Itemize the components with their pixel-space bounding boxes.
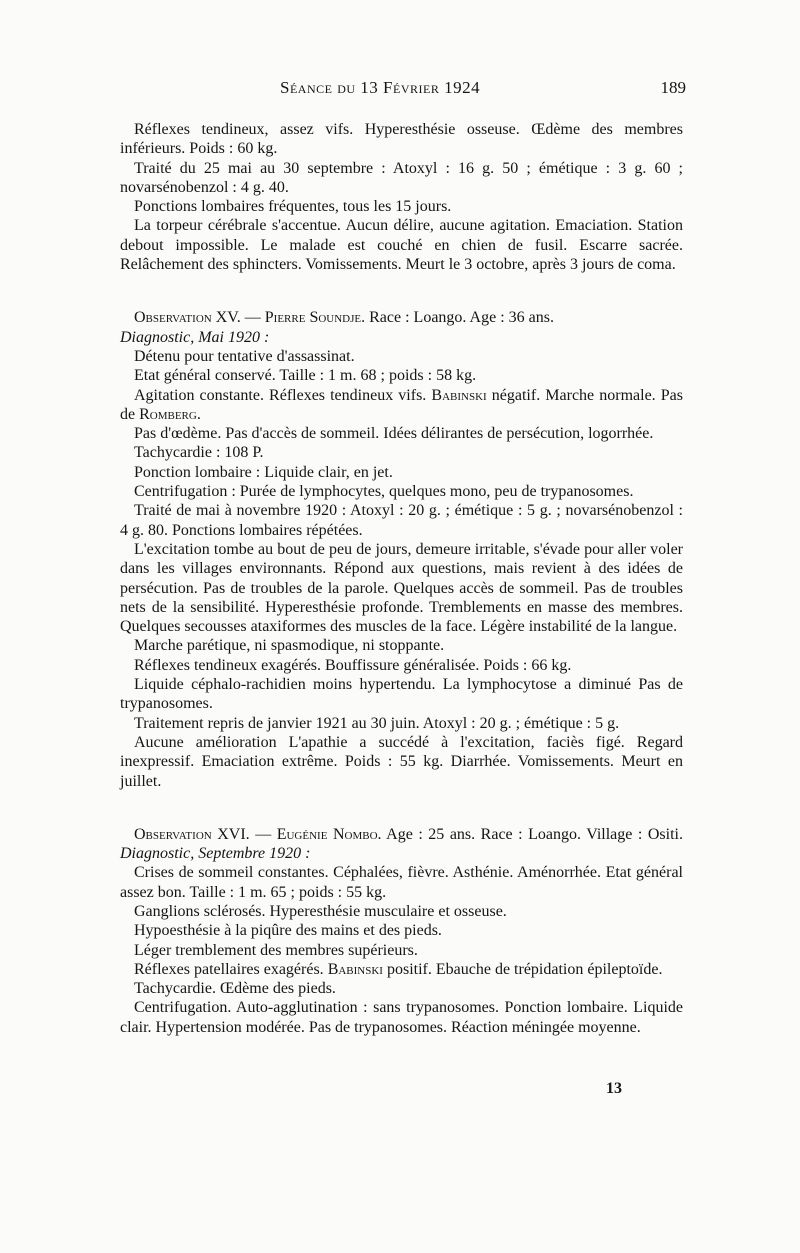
heading-dash: —: [240, 309, 265, 327]
page-number: 189: [660, 78, 686, 97]
text-run: Réflexes patellaires exagérés.: [134, 960, 328, 978]
heading-dash: —: [249, 825, 277, 843]
paragraph: Traité du 25 mai au 30 septembre : Atoxyl : 16 g. 50 ; émétique : 3 g. 60 ; novarsénobenzol : 4 g. 40.: [120, 159, 683, 196]
observation-xv: [120, 308, 683, 790]
sign-name: Romberg: [139, 405, 197, 423]
patient-details: Race : Loango. Age : 36 ans.: [365, 309, 554, 327]
signature-mark: 13: [606, 1080, 622, 1097]
text-run: .: [196, 405, 201, 423]
text-run: Agitation constante. Réflexes tendineux vifs.: [134, 386, 432, 404]
observation-label: Observation XVI.: [134, 825, 250, 843]
patient-name: Eugénie Nombo.: [276, 825, 382, 843]
paragraph: Pas d'œdème. Pas d'accès de sommeil. Idées délirantes de persécution, logorrhée.: [134, 425, 654, 443]
body-text: [120, 120, 683, 1037]
paragraph: Crises de sommeil constantes. Céphalées, fièvre. Asthénie. Aménorrhée. Etat général assez bon. Taille : 1 m. 65 ; poids : 55 kg.: [120, 864, 683, 901]
observation-xvi: [120, 825, 683, 1037]
paragraph: Ganglions sclérosés. Hyperesthésie musculaire et osseuse.: [134, 902, 507, 920]
paragraph: Ponctions lombaires fréquentes, tous les 15 jours.: [134, 198, 452, 216]
paragraph: Détenu pour tentative d'assassinat.: [134, 347, 355, 365]
paragraph: Tachycardie. Œdème des pieds.: [134, 980, 336, 998]
text-run: négatif. Marche normale. Pas de: [120, 386, 683, 423]
sign-name: Babinski: [431, 386, 487, 404]
paragraph: Liquide céphalo-rachidien moins hypertendu. La lymphocytose a diminué Pas de trypanosomes.: [120, 676, 683, 713]
paragraph: Réflexes tendineux exagérés. Bouffissure généralisée. Poids : 66 kg.: [134, 656, 572, 674]
paragraph: Ponction lombaire : Liquide clair, en jet.: [134, 463, 393, 481]
paragraph: Etat général conservé. Taille : 1 m. 68 ; poids : 58 kg.: [134, 367, 477, 385]
paragraph: Centrifugation : Purée de lymphocytes, quelques mono, peu de trypanosomes.: [134, 483, 634, 501]
text-run: positif. Ebauche de trépidation épileptoïde.: [382, 960, 663, 978]
patient-details: Age : 25 ans. Race : Loango. Village : Ositi.: [381, 825, 683, 843]
paragraph: Marche parétique, ni spasmodique, ni stoppante.: [134, 637, 445, 655]
diagnostic-line: Diagnostic, Mai 1920 :: [120, 328, 270, 346]
observation-label: Observation XV.: [134, 309, 241, 327]
paragraph: Léger tremblement des membres supérieurs.: [134, 941, 418, 959]
paragraph: Réflexes tendineux, assez vifs. Hyperesthésie osseuse. Œdème des membres inférieurs. Poids : 60 kg.: [120, 121, 683, 158]
patient-name: Pierre Soundje.: [264, 309, 366, 327]
observation-heading: [120, 825, 683, 864]
paragraph: Traitement repris de janvier 1921 au 30 juin. Atoxyl : 20 g. ; émétique : 5 g.: [134, 714, 620, 732]
paragraph: Traité de mai à novembre 1920 : Atoxyl : 20 g. ; émétique : 5 g. ; novarsénobenzol : 4 g. 80. Ponctions lombaires répétées.: [120, 502, 683, 539]
paragraph: La torpeur cérébrale s'accentue. Aucun délire, aucune agitation. Emaciation. Station debout impossible. Le malade est couché en chien de fusil. Escarre sacrée. Relâchement des sphincters. Vomissements. Meurt le 3 octobre, après 3 jours de coma.: [120, 217, 683, 274]
observation-heading: [120, 308, 683, 327]
sign-name: Babinski: [327, 960, 383, 978]
paragraph: [120, 960, 683, 979]
paragraph: [120, 386, 683, 425]
paragraph: Tachycardie : 108 P.: [134, 444, 264, 462]
paragraph: Aucune amélioration L'apathie a succédé à l'excitation, faciès figé. Regard inexpressif. Emaciation extrême. Poids : 55 kg. Diarrhée. Vomissements. Meurt en juillet.: [120, 733, 683, 790]
diagnostic-line: Diagnostic, Septembre 1920 :: [120, 845, 311, 863]
paragraph: Hypoesthésie à la piqûre des mains et des pieds.: [134, 922, 442, 940]
paragraph: Centrifugation. Auto-agglutination : sans trypanosomes. Ponction lombaire. Liquide clair. Hypertension modérée. Pas de trypanosomes. Réaction méningée moyenne.: [120, 999, 683, 1036]
running-header: [130, 78, 686, 102]
observation-xiv-continuation: [120, 120, 683, 274]
header-title: Séance du 13 Février 1924: [280, 78, 481, 97]
paragraph: L'excitation tombe au bout de peu de jours, demeure irritable, s'évade pour aller voler dans les villages environnants. Répond aux questions, mais revient à des idées de persécution. Pas de troubles de la parole. Quelques accès de sommeil. Pas de troubles nets de la sensibilité. Hyperesthésie profonde. Tremblements en masse des membres. Quelques secousses ataxiformes des muscles de la face. Légère instabilité de la langue.: [120, 540, 683, 636]
